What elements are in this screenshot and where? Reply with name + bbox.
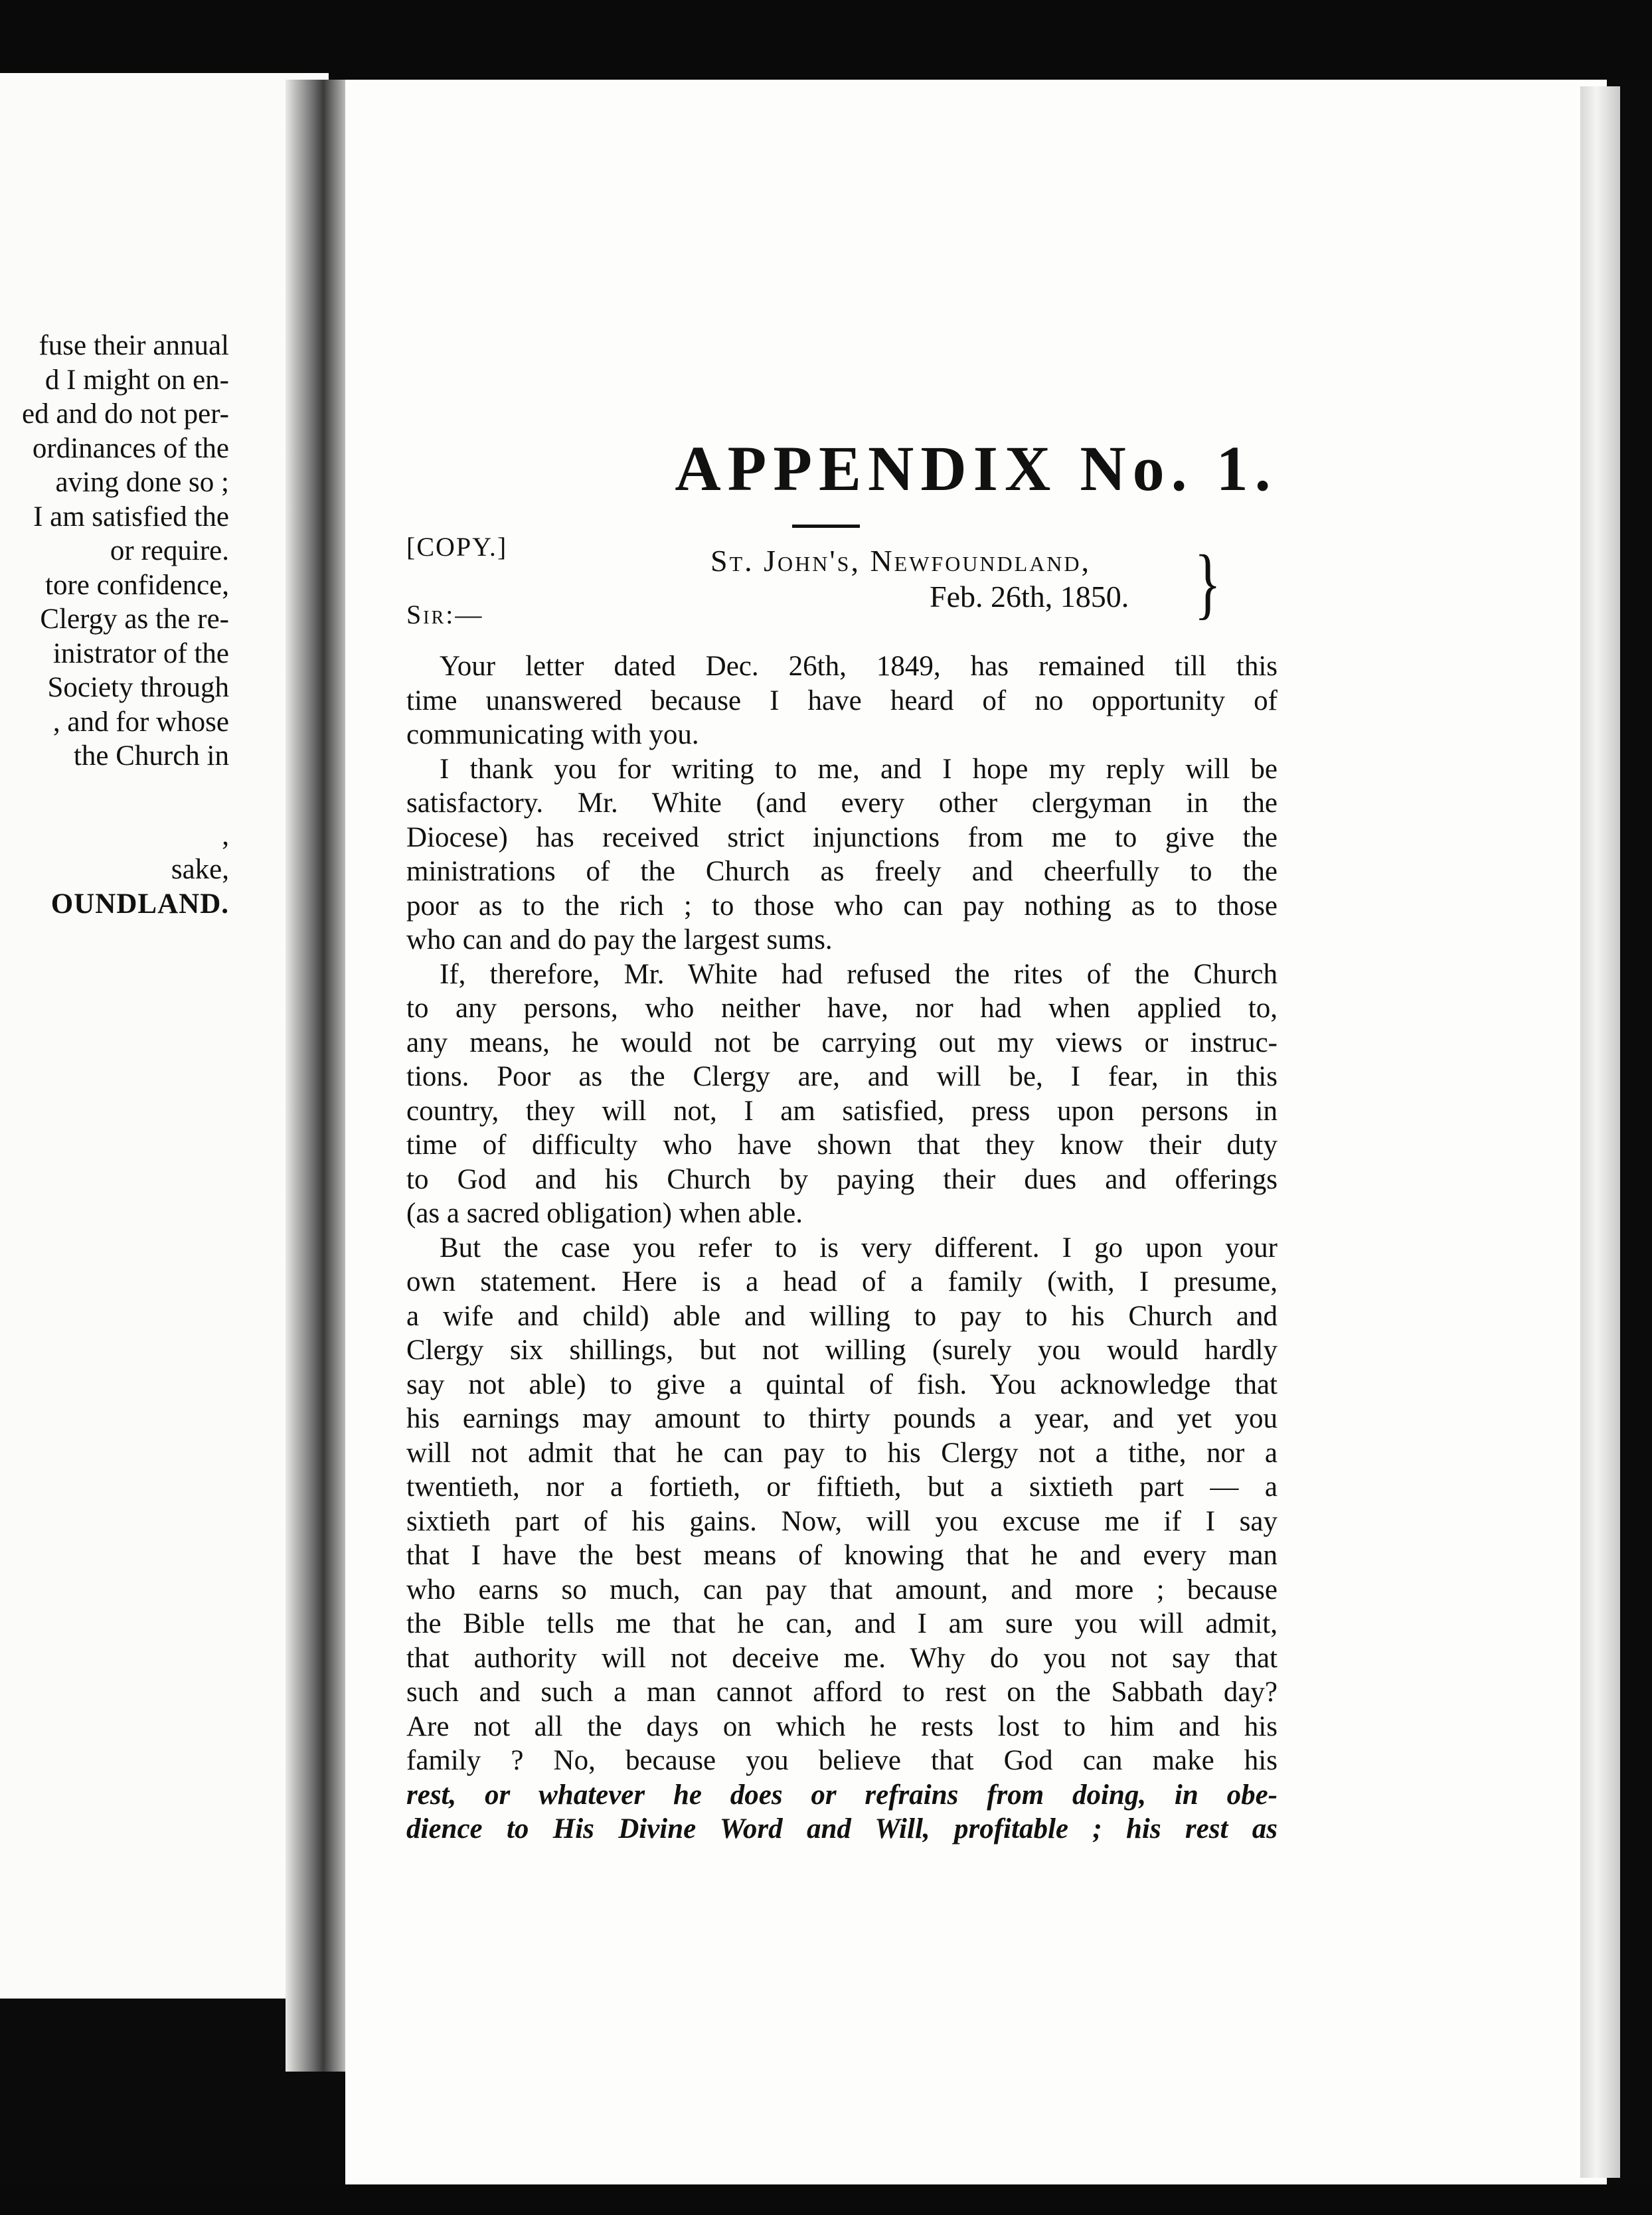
body-line: country, they will not, I am satisfied, press upon persons in bbox=[406, 1095, 1278, 1127]
book-gutter bbox=[286, 80, 349, 2072]
body-line: his earnings may amount to thirty pounds a year, and yet you bbox=[406, 1403, 1278, 1434]
body-line: ministrations of the Church as freely and cheerfully to the bbox=[406, 856, 1278, 887]
left-page-text bbox=[0, 329, 229, 921]
body-line: If, therefore, Mr. White had refused the rites of the Church bbox=[440, 958, 1278, 990]
body-line: But the case you refer to is very different. I go upon your bbox=[440, 1232, 1278, 1264]
copy-label: [COPY.] bbox=[406, 532, 508, 562]
letter-body bbox=[406, 649, 1278, 1846]
body-line: Are not all the days on which he rests lost to him and his bbox=[406, 1710, 1278, 1742]
left-line: I am satisfied the bbox=[33, 501, 229, 533]
body-line: rest, or whatever he does or refrains from doing, in obe- bbox=[406, 1779, 1278, 1811]
body-line: tions. Poor as the Clergy are, and will be, I fear, in this bbox=[406, 1061, 1278, 1092]
left-line: inistrator of the bbox=[52, 637, 229, 669]
body-line: to God and his Church by paying their dues and offerings bbox=[406, 1163, 1278, 1195]
left-line: or require. bbox=[110, 535, 229, 566]
body-line: to any persons, who neither have, nor had when applied to, bbox=[406, 993, 1278, 1024]
body-line: who can and do pay the largest sums. bbox=[406, 924, 833, 955]
body-line: say not able) to give a quintal of fish. You acknowledge that bbox=[406, 1368, 1278, 1400]
body-line: the Bible tells me that he can, and I am sure you will admit, bbox=[406, 1608, 1278, 1639]
body-line: a wife and child) able and willing to pay to his Church and bbox=[406, 1300, 1278, 1332]
body-line: twentieth, nor a fortieth, or fiftieth, but a sixtieth part — a bbox=[406, 1471, 1278, 1503]
body-line: own statement. Here is a head of a family (with, I presume, bbox=[406, 1266, 1278, 1297]
body-line: who earns so much, can pay that amount, and more ; because bbox=[406, 1574, 1278, 1605]
body-line: I thank you for writing to me, and I hope my reply will be bbox=[440, 753, 1278, 785]
left-line: the Church in bbox=[73, 740, 229, 772]
page-edge bbox=[1580, 86, 1620, 2178]
salutation: Sir:— bbox=[406, 600, 484, 629]
letter-place: St. John's, Newfoundland, bbox=[710, 544, 1092, 578]
left-page bbox=[0, 73, 329, 1999]
left-line: Clergy as the re- bbox=[40, 604, 229, 635]
body-line: Your letter dated Dec. 26th, 1849, has remained till this bbox=[440, 651, 1278, 682]
scan-top-border bbox=[0, 0, 1652, 80]
letter-date: Feb. 26th, 1850. bbox=[930, 580, 1129, 614]
scan-bottom-border bbox=[0, 2184, 1652, 2215]
body-line: Clergy six shillings, but not willing (surely you would hardly bbox=[406, 1335, 1278, 1366]
left-closing-line: , bbox=[222, 819, 229, 851]
left-signature-line: OUNDLAND. bbox=[50, 888, 229, 920]
body-line: communicating with you. bbox=[406, 719, 699, 750]
body-line: will not admit that he can pay to his Clergy not a tithe, nor a bbox=[406, 1437, 1278, 1469]
body-line: satisfactory. Mr. White (and every other clergyman in the bbox=[406, 787, 1278, 819]
body-line: family ? No, because you believe that God can make his bbox=[406, 1745, 1278, 1776]
left-line: ed and do not per- bbox=[22, 398, 229, 430]
left-closing-line: sake, bbox=[171, 854, 229, 885]
left-line: d I might on en- bbox=[44, 364, 229, 396]
left-line: ordinances of the bbox=[32, 432, 229, 464]
left-line: Society through bbox=[47, 672, 229, 703]
left-line: tore confidence, bbox=[45, 569, 229, 601]
body-line: Diocese) has received strict injunctions from me to give the bbox=[406, 821, 1278, 853]
body-line: that I have the best means of knowing that he and every man bbox=[406, 1540, 1278, 1571]
left-line: fuse their annual bbox=[39, 330, 229, 361]
body-line: dience to His Divine Word and Will, profitable ; his rest as bbox=[406, 1813, 1278, 1845]
left-line: , and for whose bbox=[52, 706, 229, 738]
body-line: poor as to the rich ; to those who can pay nothing as to those bbox=[406, 890, 1278, 922]
title-rule bbox=[792, 525, 860, 528]
brace-icon: } bbox=[1194, 538, 1221, 627]
body-line: that authority will not deceive me. Why do you not say that bbox=[406, 1642, 1278, 1674]
body-line: time unanswered because I have heard of no opportunity of bbox=[406, 685, 1278, 716]
body-line: time of difficulty who have shown that they know their duty bbox=[406, 1129, 1278, 1161]
body-line: any means, he would not be carrying out my views or instruc- bbox=[406, 1026, 1278, 1058]
body-line: such and such a man cannot afford to rest on the Sabbath day? bbox=[406, 1677, 1278, 1708]
body-line: sixtieth part of his gains. Now, will you excuse me if I say bbox=[406, 1505, 1278, 1537]
appendix-title: APPENDIX No. 1. bbox=[675, 433, 1278, 504]
left-line: aving done so ; bbox=[55, 467, 229, 498]
body-line: (as a sacred obligation) when able. bbox=[406, 1198, 803, 1229]
